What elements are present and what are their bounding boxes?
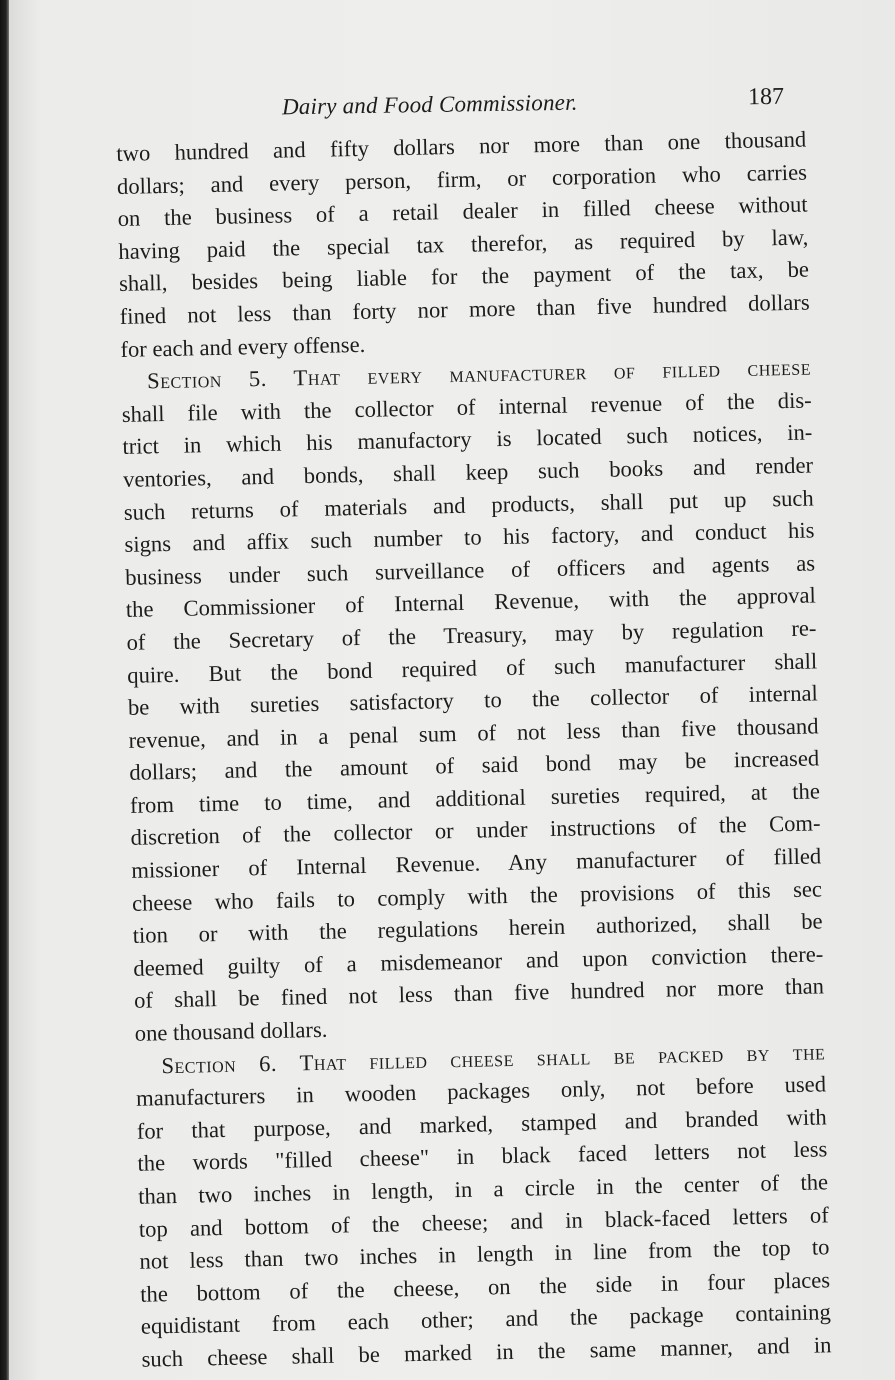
text-line: trict in which his manufactory is located such notices, in-	[122, 419, 813, 460]
text-line: ventories, and bonds, shall keep such books and render	[122, 452, 814, 492]
book-binding-edge	[0, 0, 9, 1380]
page-number: 187	[747, 83, 785, 111]
text-line: cheese who fails to comply with the provisions of this sec	[131, 876, 823, 916]
page-header	[120, 84, 800, 124]
text-line: having paid the special tax therefor, as required by law,	[118, 224, 809, 264]
text-line: tion or with the regulations herein authorized, shall be	[132, 908, 823, 949]
text-line: business under such surveillance of officers and agents as	[124, 550, 816, 590]
text-line: dollars; and the amount of said bond may be increased	[129, 745, 820, 786]
text-line: of shall be fined not less than five hundred nor more than	[133, 973, 825, 1014]
running-head: Dairy and Food Commissioner.	[281, 89, 578, 120]
text-line: one thousand dollars.	[134, 1016, 328, 1046]
text-line: discretion of the collector or under instructions of the Com-	[130, 810, 821, 851]
text-line: dollars; and every person, firm, or corporation who carries	[116, 159, 808, 199]
text-line: revenue, and in a penal sum of not less than five thousand	[128, 713, 819, 753]
text-line: quire. But the bond required of such manufacturer shall	[126, 647, 818, 688]
text-line: than two inches in length, in a circle in the center of the	[137, 1169, 829, 1209]
body-text	[116, 124, 832, 1377]
section-6-heading-line: Section 6. That filled cheese shall be packed by the	[161, 1038, 826, 1078]
text-line: for each and every offense.	[120, 331, 366, 362]
text-line: manufacturers in wooden packages only, not before used	[135, 1071, 827, 1112]
text-line: such returns of materials and products, shall put up such	[123, 485, 814, 525]
text-line: not less than two inches in length in line from the top to	[139, 1234, 830, 1274]
text-line: equidistant from each other; and the package containing	[140, 1299, 832, 1340]
text-line: shall file with the collector of internal revenue of the dis-	[121, 387, 812, 427]
text-line: missioner of Internal Revenue. Any manufacturer of filled	[131, 843, 822, 883]
text-line: the Commissioner of Internal Revenue, with the approval	[125, 582, 816, 623]
text-line: the words "filled cheese" in black faced letters not less	[137, 1136, 828, 1177]
text-line: for that purpose, and marked, stamped and branded with	[136, 1104, 827, 1144]
text-line: deemed guilty of a misdemeanor and upon conviction there-	[133, 941, 824, 981]
text-line: signs and affix such number to his factory, and conduct his	[124, 517, 815, 558]
text-line: such cheese shall be marked in the same manner, and in	[141, 1332, 832, 1372]
text-line: two hundred and fifty dollars nor more than one thousand	[116, 126, 807, 166]
text-line: be with sureties satisfactory to the collector of internal	[127, 680, 819, 720]
text-line: the bottom of the cheese, on the side in four places	[139, 1267, 831, 1307]
text-line: on the business of a retail dealer in filled cheese without	[117, 191, 808, 232]
text-line: fined not less than forty nor more than five hundred dollars	[119, 289, 810, 329]
section-5-heading-line: Section 5. That every manufacturer of filled cheese	[146, 354, 812, 394]
text-line: of the Secretary of the Treasury, may by regulation re-	[126, 615, 817, 655]
text-line: shall, besides being liable for the payment of the tax, be	[118, 256, 810, 297]
text-line: from time to time, and additional sureties required, at the	[129, 778, 821, 818]
text-line: top and bottom of the cheese; and in black-faced letters of	[138, 1201, 829, 1242]
